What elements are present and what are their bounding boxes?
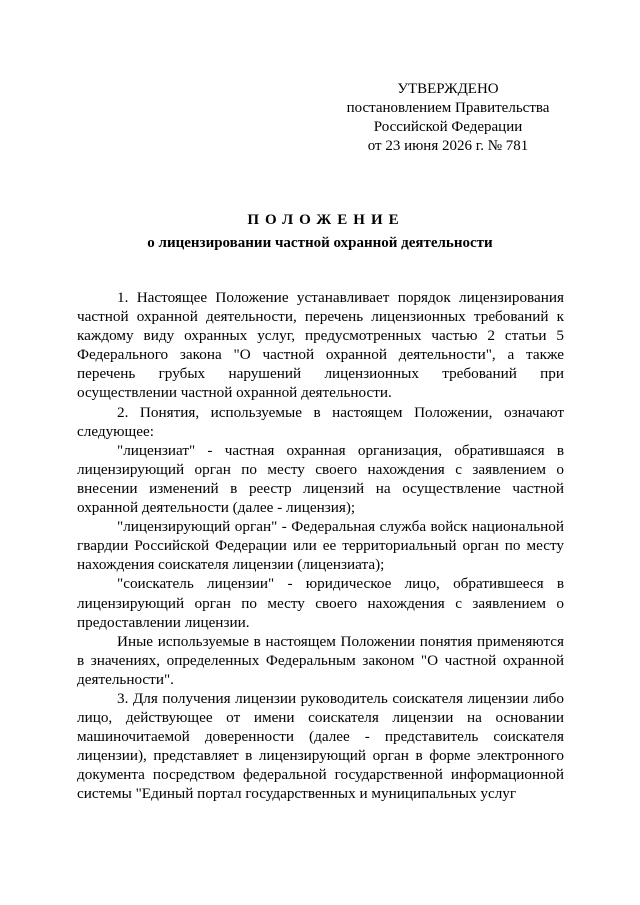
paragraph-1: 1. Настоящее Положение устанавливает порядок лицензирования частной охранной деятельности, перечень лицензионных требований к каждому виду охранных услуг, предусмотренных частью 2 статьи 5 Федерального закона "О частной охранной деятельности", а также перечень грубых нарушений лицензионных требований при осуществлении частной охранной деятельности. bbox=[77, 289, 564, 402]
paragraph-definition-licensee: "лицензиат" - частная охранная организация, обратившаяся в лицензирующий орган по месту своего нахождения с заявлением о внесении изменений в реестр лицензий на осуществление частной охранной деятельности (далее - лицензия); bbox=[77, 441, 564, 517]
approval-line-3: от 23 июня 2026 г. № 781 bbox=[367, 138, 529, 154]
approval-line-1: постановлением Правительства bbox=[346, 100, 550, 116]
paragraph-definition-applicant: "соискатель лицензии" - юридическое лицо, обратившееся в лицензирующий орган по месту своего нахождения с заявлением о предоставлении лицензии. bbox=[77, 575, 564, 631]
paragraph-3: 3. Для получения лицензии руководитель соискателя лицензии либо лицо, действующее от имени соискателя лицензии на основании машиночитаемой доверенности (далее - представитель соискателя лицензии), представляет в лицензирующий орган в форме электронного документа посредством федеральной государственной информационной системы "Единый портал государственных и муниципальных услуг bbox=[77, 689, 564, 803]
approval-line-2: Российской Федерации bbox=[373, 119, 523, 135]
paragraph-2: 2. Понятия, используемые в настоящем Положении, означают следующее: bbox=[77, 403, 564, 440]
document-title: ПОЛОЖЕНИЕ bbox=[247, 212, 405, 228]
document-body bbox=[77, 288, 564, 804]
approval-block bbox=[338, 80, 558, 156]
paragraph-definition-licensing-body: "лицензирующий орган" - Федеральная служба войск национальной гвардии Российской Федерации или ее территориальный орган по месту нахождения соискателя лицензии (лицензиата); bbox=[77, 518, 564, 574]
document-subtitle: о лицензировании частной охранной деятельности bbox=[147, 235, 493, 251]
approval-heading: УТВЕРЖДЕНО bbox=[397, 81, 499, 97]
paragraph-other-terms: Иные используемые в настоящем Положении понятия применяются в значениях, определенных Федеральным законом "О частной охранной деятельности". bbox=[77, 632, 564, 688]
